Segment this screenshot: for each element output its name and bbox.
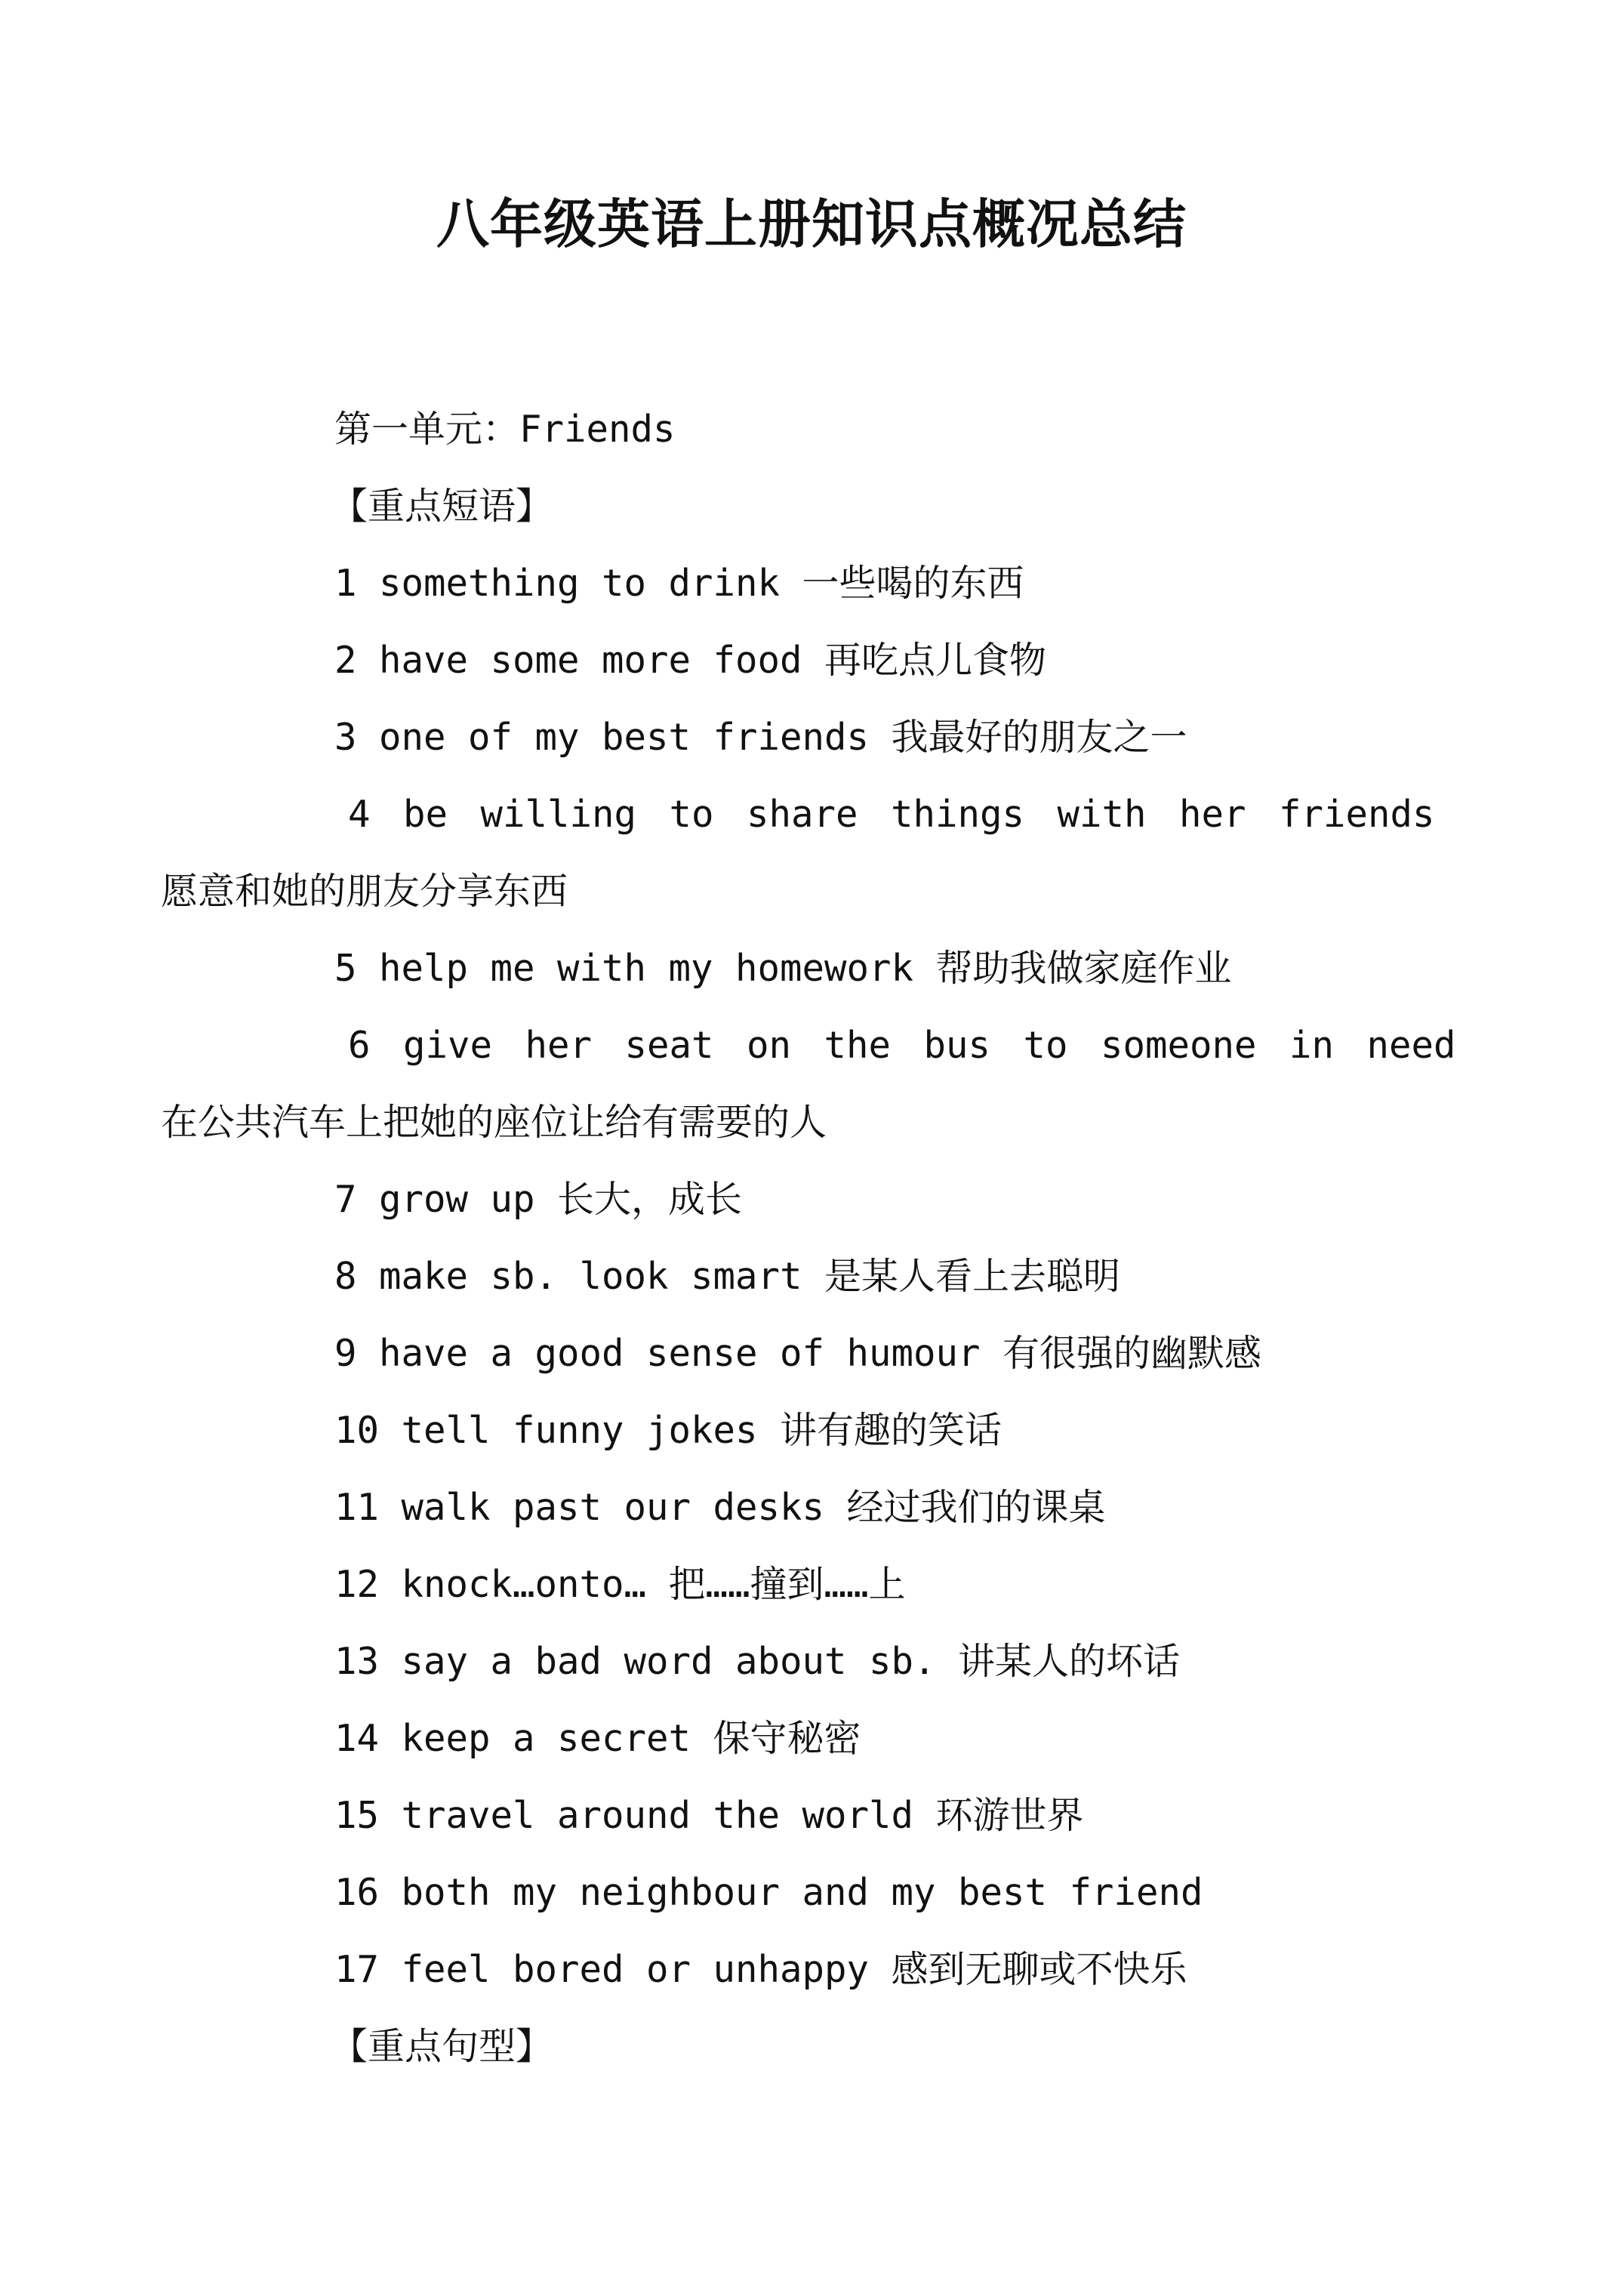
phrase-item: 13 say a bad word about sb. 讲某人的坏话 xyxy=(334,1640,1181,1683)
phrase-item: 2 have some more food 再吃点儿食物 xyxy=(334,639,1047,682)
phrase-item: 8 make sb. look smart 是某人看上去聪明 xyxy=(334,1255,1121,1298)
phrase-item-continuation: 在公共汽车上把她的座位让给有需要的人 xyxy=(161,1101,827,1144)
phrase-item: 12 knock…onto… 把……撞到……上 xyxy=(334,1563,906,1606)
phrase-item: 7 grow up 长大，成长 xyxy=(334,1178,743,1221)
phrase-item: 10 tell funny jokes 讲有趣的笑话 xyxy=(334,1409,1002,1452)
unit-heading: 第一单元：Friends xyxy=(334,408,676,451)
phrase-item: 16 both my neighbour and my best friend xyxy=(334,1871,1203,1914)
phrase-item: 11 walk past our desks 经过我们的课桌 xyxy=(334,1486,1106,1529)
document-body xyxy=(161,391,1456,2085)
document-title: 八年级英语上册知识点概况总结 xyxy=(436,193,1187,255)
phrase-item-line: 4 be willing to share things with her friends xyxy=(348,793,1435,836)
phrase-item: 5 help me with my homework 帮助我做家庭作业 xyxy=(334,947,1232,990)
phrase-item: 17 feel bored or unhappy 感到无聊或不快乐 xyxy=(334,1948,1187,1991)
phrase-item-wrapped xyxy=(161,776,1435,930)
phrase-item: 14 keep a secret 保守秘密 xyxy=(334,1717,861,1760)
phrase-item: 9 have a good sense of humour 有很强的幽默感 xyxy=(334,1332,1262,1375)
phrase-item-line: 6 give her seat on the bus to someone in need xyxy=(348,1024,1456,1067)
section-heading-phrases: 【重点短语】 xyxy=(331,485,553,528)
section-heading-sentences: 【重点句型】 xyxy=(331,2025,553,2068)
phrase-item: 1 something to drink 一些喝的东西 xyxy=(334,562,1024,605)
phrase-item-continuation: 愿意和她的朋友分享东西 xyxy=(161,870,568,913)
phrase-item: 3 one of my best friends 我最好的朋友之一 xyxy=(334,716,1187,759)
phrase-item: 15 travel around the world 环游世界 xyxy=(334,1794,1084,1837)
phrase-item-wrapped xyxy=(161,1007,1456,1161)
